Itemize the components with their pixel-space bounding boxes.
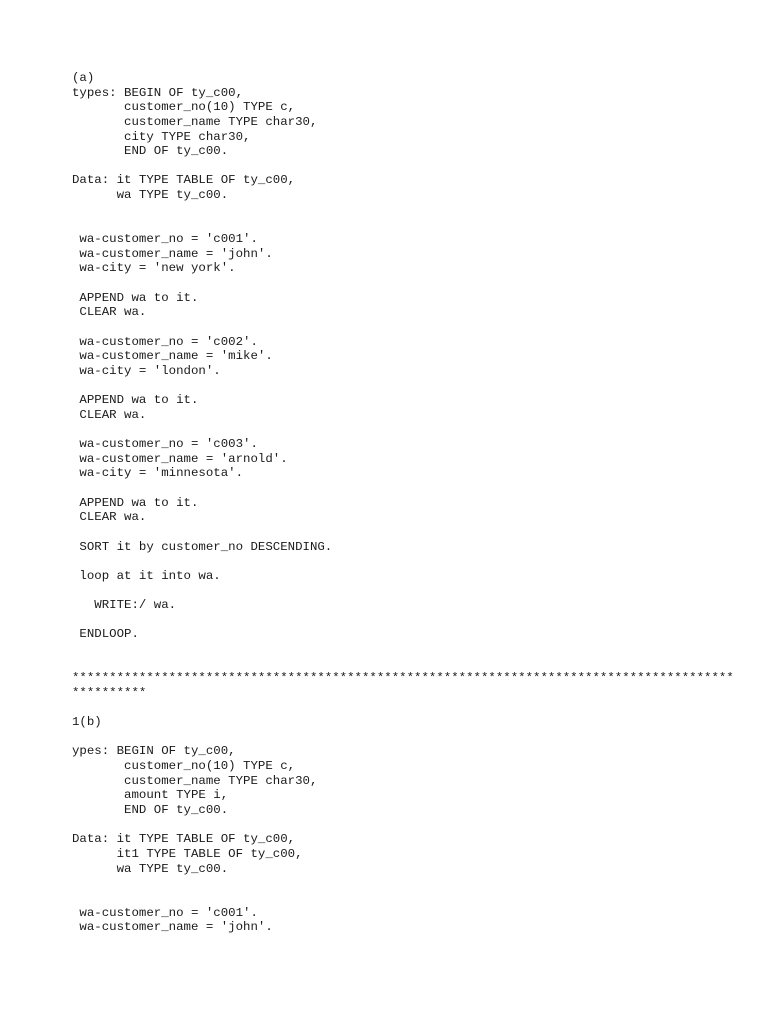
code-line	[72, 203, 734, 218]
code-line	[72, 378, 734, 393]
code-line: customer_no(10) TYPE c,	[72, 100, 296, 115]
code-line: WRITE:/ wa.	[72, 598, 177, 613]
code-line	[72, 422, 734, 437]
code-line: wa-customer_no = 'c001'.	[72, 232, 258, 247]
code-line	[72, 554, 734, 569]
code-line: APPEND wa to it.	[72, 290, 199, 305]
code-line: customer_name TYPE char30,	[72, 114, 318, 129]
code-line: amount TYPE i,	[72, 788, 229, 803]
code-line: it1 TYPE TABLE OF ty_c00,	[72, 846, 303, 861]
code-line	[72, 891, 734, 906]
code-line	[72, 613, 734, 628]
code-line: ypes: BEGIN OF ty_c00,	[72, 744, 236, 759]
code-line: 1(b)	[72, 715, 102, 730]
code-line: customer_no(10) TYPE c,	[72, 759, 296, 774]
code-line: wa-customer_no = 'c003'.	[72, 437, 258, 452]
code-line: ENDLOOP.	[72, 627, 139, 642]
code-line: CLEAR wa.	[72, 305, 147, 320]
code-line: wa TYPE ty_c00.	[72, 861, 229, 876]
code-line	[72, 642, 734, 657]
code-line: Data: it TYPE TABLE OF ty_c00,	[72, 173, 296, 188]
code-line: wa-city = 'london'.	[72, 363, 221, 378]
code-line: **********	[72, 685, 147, 700]
code-line	[72, 276, 734, 291]
code-line: (a)	[72, 71, 95, 85]
code-line: wa-city = 'new york'.	[72, 261, 236, 276]
code-line	[72, 525, 734, 540]
code-line: wa-customer_name = 'arnold'.	[72, 451, 288, 466]
code-line: wa-customer_name = 'mike'.	[72, 349, 273, 364]
code-line	[72, 583, 734, 598]
code-line: loop at it into wa.	[72, 568, 221, 583]
code-line	[72, 320, 734, 335]
code-line	[72, 730, 734, 745]
code-line	[72, 657, 734, 672]
code-line: END OF ty_c00.	[72, 144, 229, 159]
code-line	[72, 159, 734, 174]
code-line	[72, 481, 734, 496]
code-line: CLEAR wa.	[72, 510, 147, 525]
code-line	[72, 701, 734, 716]
code-line: *****************************************************************************************	[72, 671, 734, 686]
code-line	[72, 818, 734, 833]
code-line: SORT it by customer_no DESCENDING.	[72, 539, 333, 554]
code-line: wa-city = 'minnesota'.	[72, 466, 244, 481]
code-line: APPEND wa to it.	[72, 495, 199, 510]
code-line: wa-customer_name = 'john'.	[72, 246, 273, 261]
code-line	[72, 876, 734, 891]
code-line: APPEND wa to it.	[72, 393, 199, 408]
code-line: city TYPE char30,	[72, 129, 251, 144]
code-line: types: BEGIN OF ty_c00,	[72, 85, 244, 100]
code-line: wa-customer_no = 'c001'.	[72, 905, 258, 920]
code-line	[72, 217, 734, 232]
abap-code-listing	[72, 71, 734, 935]
code-line: wa TYPE ty_c00.	[72, 188, 229, 203]
code-line: wa-customer_name = 'john'.	[72, 920, 273, 935]
code-line: Data: it TYPE TABLE OF ty_c00,	[72, 832, 296, 847]
code-line: wa-customer_no = 'c002'.	[72, 334, 258, 349]
code-line: END OF ty_c00.	[72, 803, 229, 818]
code-line: CLEAR wa.	[72, 407, 147, 422]
code-line: customer_name TYPE char30,	[72, 773, 318, 788]
